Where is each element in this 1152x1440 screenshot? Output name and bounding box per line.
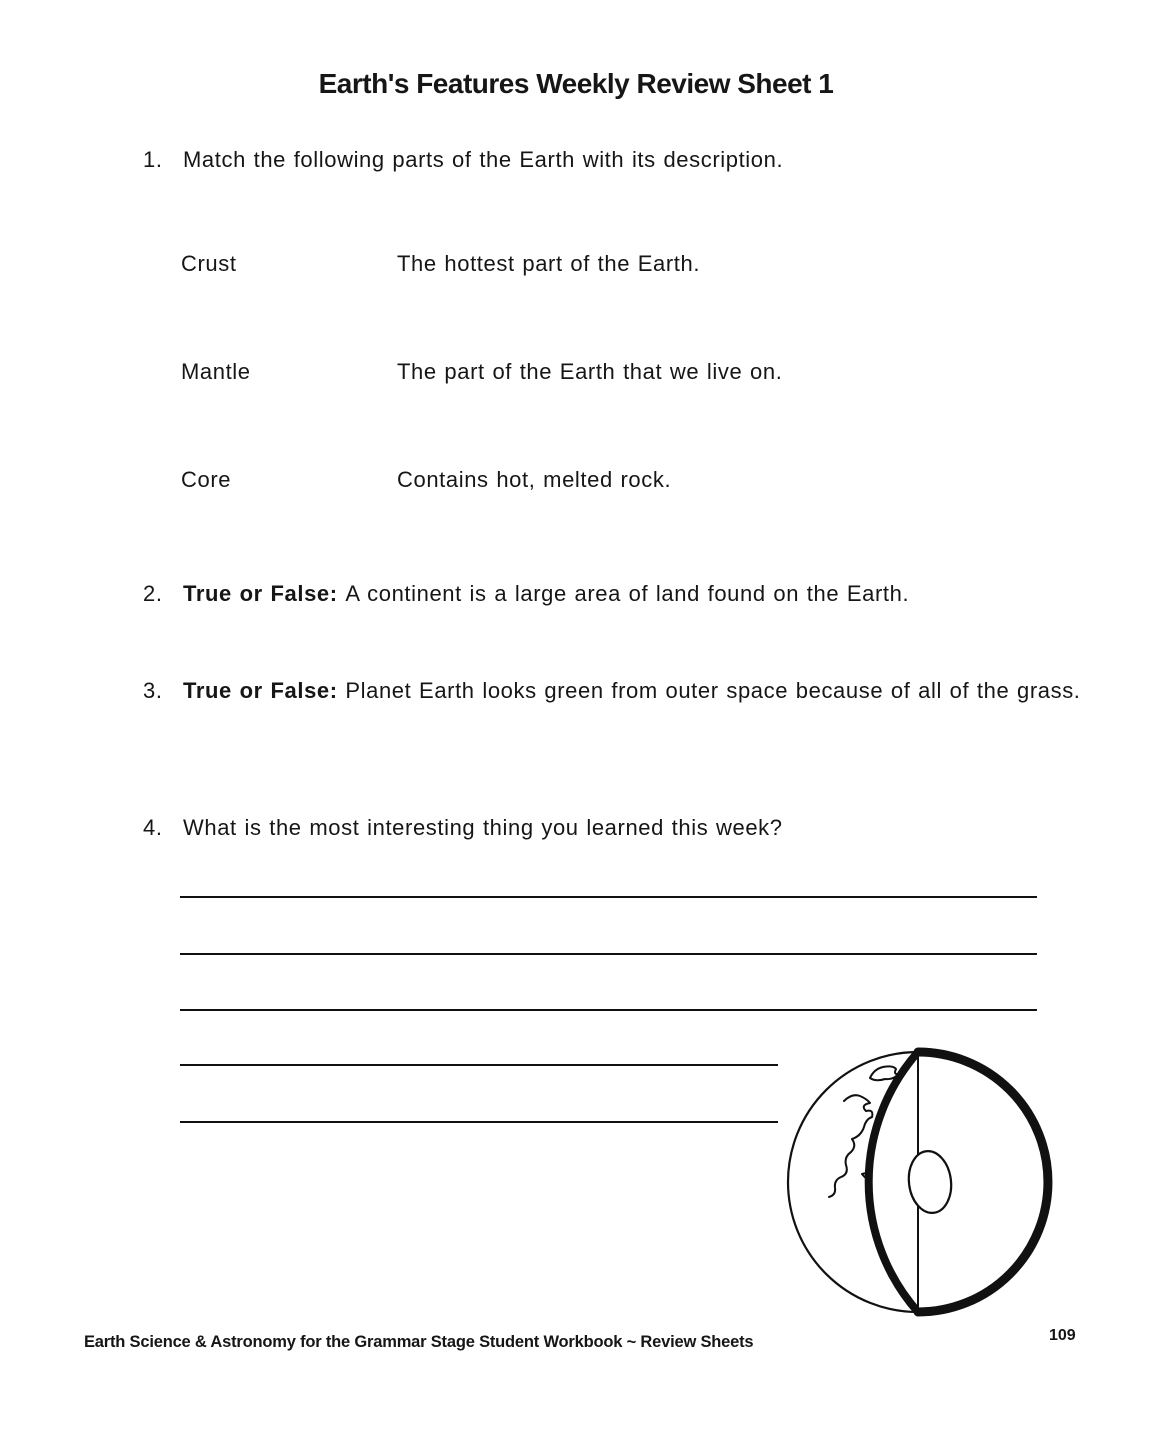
match-row-mantle [181, 359, 783, 385]
question-3 [143, 672, 1083, 710]
question-2-label: True or False: [183, 581, 338, 606]
footer-page-number: 109 [1049, 1327, 1076, 1344]
question-3-label: True or False: [183, 678, 338, 703]
match-term-crust: Crust [181, 251, 237, 276]
page-title: Earth's Features Weekly Review Sheet 1 [318, 68, 834, 99]
match-term-mantle: Mantle [181, 359, 251, 384]
question-2-number: 2. [143, 581, 163, 606]
question-1-text: Match the following parts of the Earth with its description. [183, 147, 784, 172]
match-desc-1: The hottest part of the Earth. [397, 251, 701, 276]
match-desc-2: The part of the Earth that we live on. [397, 359, 783, 384]
answer-line-5 [180, 1121, 778, 1123]
footer-book-title: Earth Science & Astronomy for the Grammar Stage Student Workbook ~ Review Sheets [84, 1333, 754, 1351]
question-1 [143, 141, 943, 179]
match-desc-3: Contains hot, melted rock. [397, 467, 672, 492]
question-3-text: Planet Earth looks green from outer space because of all of the grass. [345, 678, 1081, 703]
answer-line-3 [180, 1009, 1037, 1011]
answer-line-2 [180, 953, 1037, 955]
question-2 [143, 575, 1083, 613]
question-4 [143, 809, 983, 847]
question-1-number: 1. [143, 147, 163, 172]
match-term-core: Core [181, 467, 232, 492]
answer-line-4 [180, 1064, 778, 1066]
question-4-text: What is the most interesting thing you learned this week? [183, 815, 783, 840]
question-3-number: 3. [143, 678, 163, 703]
match-row-crust [181, 251, 701, 277]
question-2-text: A continent is a large area of land found on the Earth. [345, 581, 910, 606]
question-4-number: 4. [143, 815, 163, 840]
answer-line-1 [180, 896, 1037, 898]
match-row-core [181, 467, 672, 493]
earth-cutaway-illustration [784, 1046, 1056, 1318]
